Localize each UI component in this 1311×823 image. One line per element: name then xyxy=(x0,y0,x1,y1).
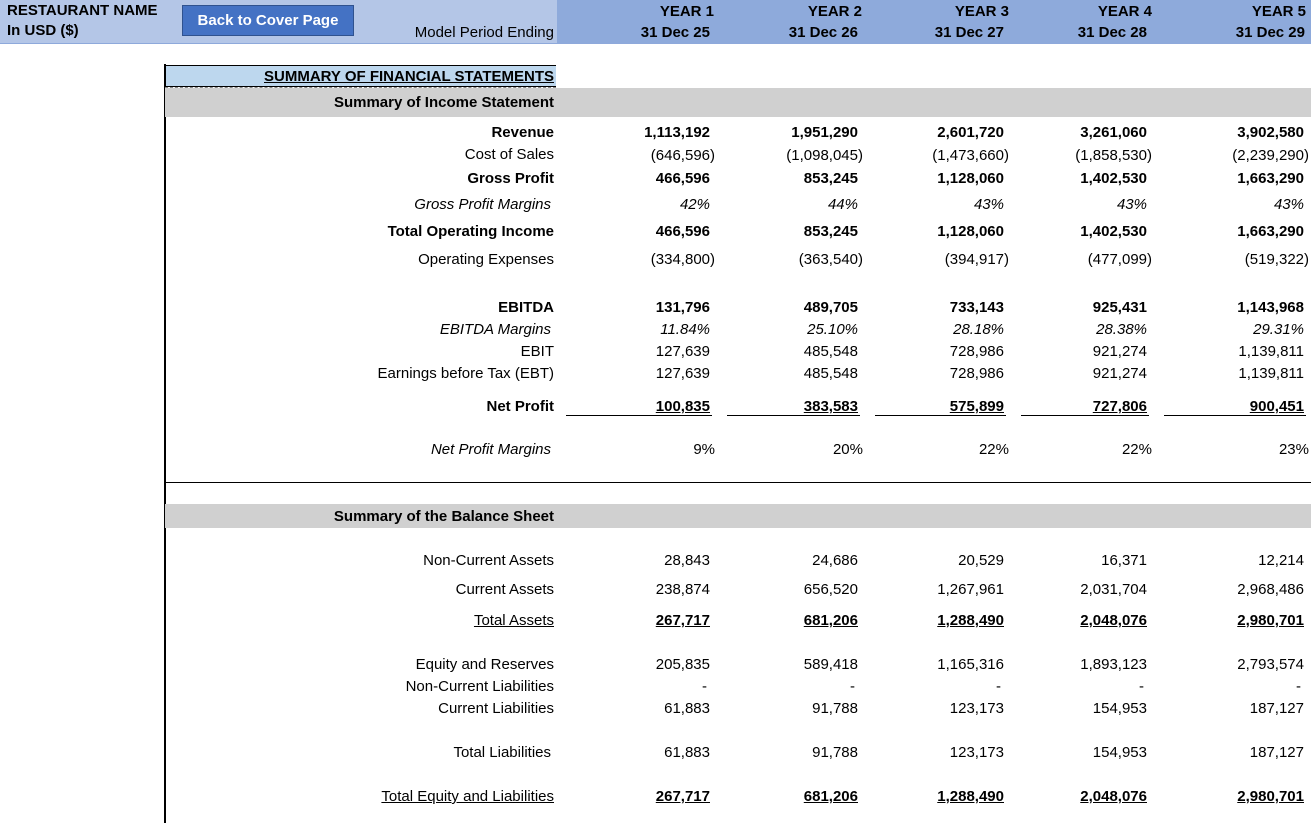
row-label-equity-and-reserves: Equity and Reserves xyxy=(415,656,554,673)
cell: 2,601,720 xyxy=(937,124,1004,141)
cell: (2,239,290) xyxy=(1232,147,1309,164)
cell: 1,267,961 xyxy=(937,581,1004,598)
cell: (1,473,660) xyxy=(932,147,1009,164)
row-label-net-profit-margins: Net Profit Margins xyxy=(430,441,551,458)
back-to-cover-button[interactable]: Back to Cover Page xyxy=(182,5,354,36)
cell: 3,902,580 xyxy=(1237,124,1304,141)
balance-sheet-band xyxy=(165,504,1311,528)
cell: 2,793,574 xyxy=(1237,656,1304,673)
cell: - xyxy=(1296,678,1301,695)
cell: 238,874 xyxy=(655,581,710,598)
row-label-non-current-liabilities: Non-Current Liabilities xyxy=(405,678,554,695)
cell: 24,686 xyxy=(812,552,858,569)
row-label-ebit: EBIT xyxy=(520,343,554,360)
row-label-total-liabilities: Total Liabilities xyxy=(453,744,551,761)
cell: 383,583 xyxy=(803,398,858,415)
cell: 43% xyxy=(1116,196,1147,213)
cell: 1,402,530 xyxy=(1080,223,1147,240)
cell: (1,098,045) xyxy=(786,147,863,164)
cell: 25.10% xyxy=(807,321,858,338)
cell: 900,451 xyxy=(1249,398,1304,415)
cell: 22% xyxy=(1121,441,1152,458)
cell: 1,143,968 xyxy=(1237,299,1304,316)
cell: 43% xyxy=(1273,196,1304,213)
cell: 728,986 xyxy=(949,343,1004,360)
cell: 733,143 xyxy=(949,299,1004,316)
period-date: 31 Dec 28 xyxy=(1077,24,1147,41)
cell: 29.31% xyxy=(1253,321,1304,338)
cell: 2,031,704 xyxy=(1080,581,1147,598)
cell: 1,139,811 xyxy=(1238,365,1304,382)
cell: 1,288,490 xyxy=(937,612,1004,629)
cell: (334,800) xyxy=(650,251,715,268)
cell: 485,548 xyxy=(803,365,858,382)
cell: 1,165,316 xyxy=(937,656,1004,673)
cell: 921,274 xyxy=(1092,365,1147,382)
row-label-total-operating-income: Total Operating Income xyxy=(387,223,554,240)
cell: 43% xyxy=(973,196,1004,213)
cell: 91,788 xyxy=(812,700,858,717)
row-label-current-liabilities: Current Liabilities xyxy=(438,700,554,717)
cell: 489,705 xyxy=(803,299,858,316)
row-label-cost-of-sales: Cost of Sales xyxy=(464,146,554,163)
cell: 187,127 xyxy=(1249,744,1304,761)
cell: 154,953 xyxy=(1092,744,1147,761)
cell: 127,639 xyxy=(655,343,710,360)
year-header: YEAR 5 xyxy=(1251,3,1306,20)
row-label-total-assets: Total Assets xyxy=(473,612,554,629)
cell: 11.84% xyxy=(660,321,710,338)
cell: 853,245 xyxy=(803,223,858,240)
cell: 656,520 xyxy=(803,581,858,598)
cell: 22% xyxy=(978,441,1009,458)
row-label-ebitda-margins: EBITDA Margins xyxy=(439,321,551,338)
cell: 2,048,076 xyxy=(1080,612,1147,629)
net-profit-border xyxy=(566,415,712,416)
section-divider xyxy=(165,482,1311,483)
row-label-non-current-assets: Non-Current Assets xyxy=(423,552,554,569)
cell: 466,596 xyxy=(655,223,710,240)
cell: 466,596 xyxy=(655,170,710,187)
row-label-total-equity-and-liabilities: Total Equity and Liabilities xyxy=(381,788,554,805)
cell: 42% xyxy=(679,196,710,213)
summary-title-cell xyxy=(165,65,556,87)
net-profit-border xyxy=(875,415,1006,416)
cell: 3,261,060 xyxy=(1080,124,1147,141)
cell: 1,128,060 xyxy=(937,223,1004,240)
row-label-current-assets: Current Assets xyxy=(455,581,554,598)
cell: 2,048,076 xyxy=(1080,788,1147,805)
cell: 485,548 xyxy=(803,343,858,360)
year-header: YEAR 2 xyxy=(807,3,862,20)
cell: - xyxy=(1139,678,1144,695)
cell: 1,663,290 xyxy=(1237,223,1304,240)
cell: 2,980,701 xyxy=(1237,612,1304,629)
cell: 589,418 xyxy=(803,656,858,673)
row-label-gross-profit: Gross Profit xyxy=(467,170,554,187)
cell: 1,402,530 xyxy=(1080,170,1147,187)
cell: (519,322) xyxy=(1244,251,1309,268)
cell: 12,214 xyxy=(1258,552,1304,569)
cell: 44% xyxy=(827,196,858,213)
row-label-revenue: Revenue xyxy=(491,124,554,141)
cell: 131,796 xyxy=(655,299,710,316)
cell: 28,843 xyxy=(664,552,710,569)
cell: 267,717 xyxy=(655,612,710,629)
row-label-gross-profit-margins: Gross Profit Margins xyxy=(414,196,551,213)
cell: 123,173 xyxy=(949,744,1004,761)
cell: (1,858,530) xyxy=(1075,147,1152,164)
period-date: 31 Dec 26 xyxy=(788,24,858,41)
cell: 1,893,123 xyxy=(1080,656,1147,673)
summary-title: SUMMARY OF FINANCIAL STATEMENTS xyxy=(264,68,554,85)
cell: - xyxy=(850,678,855,695)
net-profit-border xyxy=(1164,415,1306,416)
income-statement-band xyxy=(165,88,1311,117)
net-profit-border xyxy=(1021,415,1149,416)
cell: 28.38% xyxy=(1096,321,1147,338)
cell: 1,951,290 xyxy=(791,124,858,141)
cell: 20% xyxy=(832,441,863,458)
cell: 205,835 xyxy=(655,656,710,673)
cell: 853,245 xyxy=(803,170,858,187)
cell: 91,788 xyxy=(812,744,858,761)
period-date: 31 Dec 29 xyxy=(1235,24,1305,41)
net-profit-border xyxy=(727,415,860,416)
year-header: YEAR 3 xyxy=(954,3,1009,20)
row-label-ebt: Earnings before Tax (EBT) xyxy=(377,365,554,382)
model-period-label: Model Period Ending xyxy=(414,24,554,41)
cell: 921,274 xyxy=(1092,343,1147,360)
cell: 925,431 xyxy=(1092,299,1147,316)
cell: 123,173 xyxy=(949,700,1004,717)
cell: 1,113,192 xyxy=(644,124,710,141)
cell: 127,639 xyxy=(655,365,710,382)
row-label-net-profit: Net Profit xyxy=(486,398,554,415)
cell: - xyxy=(702,678,707,695)
section-left-border xyxy=(164,64,166,823)
cell: 2,968,486 xyxy=(1237,581,1304,598)
cell: 1,663,290 xyxy=(1237,170,1304,187)
cell: 1,139,811 xyxy=(1238,343,1304,360)
currency-label: In USD ($) xyxy=(7,22,79,39)
cell: 267,717 xyxy=(655,788,710,805)
period-date: 31 Dec 25 xyxy=(640,24,710,41)
cell: 9% xyxy=(693,441,715,458)
income-statement-title: Summary of Income Statement xyxy=(333,94,554,111)
row-label-operating-expenses: Operating Expenses xyxy=(418,251,554,268)
cell: (646,596) xyxy=(650,147,715,164)
cell: 727,806 xyxy=(1092,398,1147,415)
cell: 100,835 xyxy=(655,398,710,415)
balance-sheet-title: Summary of the Balance Sheet xyxy=(333,508,554,525)
cell: (394,917) xyxy=(944,251,1009,268)
cell: - xyxy=(996,678,1001,695)
cell: 1,128,060 xyxy=(937,170,1004,187)
cell: 575,899 xyxy=(949,398,1004,415)
period-date: 31 Dec 27 xyxy=(934,24,1004,41)
cell: 28.18% xyxy=(953,321,1004,338)
cell: 61,883 xyxy=(664,700,710,717)
cell: 20,529 xyxy=(958,552,1004,569)
dashed-divider xyxy=(165,87,556,88)
cell: 187,127 xyxy=(1249,700,1304,717)
cell: 2,980,701 xyxy=(1237,788,1304,805)
cell: (363,540) xyxy=(798,251,863,268)
cell: 61,883 xyxy=(664,744,710,761)
cell: (477,099) xyxy=(1087,251,1152,268)
cell: 23% xyxy=(1278,441,1309,458)
year-header: YEAR 4 xyxy=(1097,3,1152,20)
cell: 16,371 xyxy=(1101,552,1147,569)
cell: 728,986 xyxy=(949,365,1004,382)
cell: 1,288,490 xyxy=(937,788,1004,805)
cell: 681,206 xyxy=(803,788,858,805)
company-name: RESTAURANT NAME xyxy=(7,2,158,19)
cell: 681,206 xyxy=(803,612,858,629)
cell: 154,953 xyxy=(1092,700,1147,717)
row-label-ebitda: EBITDA xyxy=(498,299,554,316)
year-header: YEAR 1 xyxy=(659,3,714,20)
